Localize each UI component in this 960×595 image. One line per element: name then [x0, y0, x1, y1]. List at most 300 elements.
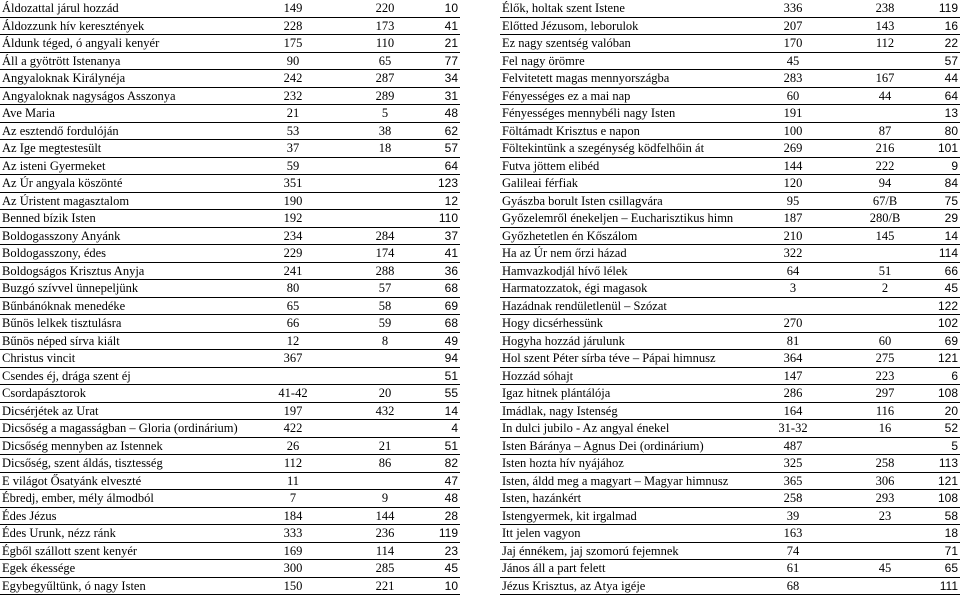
index-row	[500, 578, 960, 595]
index-row	[500, 560, 960, 578]
source-number-a: 163	[783, 526, 803, 540]
hymn-title: Isten, hazánkért	[502, 491, 582, 505]
source-number-b: 5	[381, 106, 389, 120]
index-row	[0, 53, 460, 71]
index-row	[500, 385, 960, 403]
source-number-b: 174	[375, 246, 395, 260]
page-number: 48	[444, 106, 458, 120]
index-row	[0, 490, 460, 508]
index-row	[0, 385, 460, 403]
hymn-title: János áll a part felett	[502, 561, 606, 575]
source-number-a: 59	[286, 158, 300, 173]
source-number-a: 207	[783, 18, 803, 33]
source-number-a: 283	[783, 71, 803, 85]
page-number: 57	[944, 53, 958, 68]
source-number-a: 365	[783, 473, 803, 488]
page-number: 4	[451, 421, 458, 435]
index-row	[0, 280, 460, 298]
source-number-b: 258	[875, 456, 895, 470]
index-row	[0, 333, 460, 351]
hymn-title: Egybegyűltünk, ó nagy Isten	[2, 578, 146, 593]
index-row	[0, 315, 460, 333]
source-number-a: 41-42	[278, 386, 308, 400]
index-row	[0, 508, 460, 526]
source-number-a: 241	[283, 263, 303, 278]
hymn-title: Hogy dicsérhessünk	[502, 316, 604, 330]
index-column-right	[500, 0, 960, 595]
source-number-b: 58	[378, 298, 392, 313]
source-number-b: 16	[878, 421, 892, 435]
index-row	[0, 18, 460, 36]
page-number: 14	[444, 403, 458, 418]
hymn-title: Egek ékessége	[2, 561, 76, 575]
page-number: 108	[937, 491, 958, 505]
page-number: 44	[944, 71, 958, 85]
source-number-b: 23	[878, 508, 892, 523]
page-number: 69	[444, 298, 458, 313]
index-row	[500, 350, 960, 368]
hymn-title: Harmatozzatok, égi magasok	[502, 281, 648, 295]
hymn-title: Fényességes ez a mai nap	[502, 88, 631, 103]
index-row	[500, 158, 960, 176]
source-number-a: 234	[283, 228, 303, 243]
hymn-title: Angyaloknak nagyságos Asszonya	[2, 88, 176, 103]
index-row	[500, 455, 960, 473]
index-row	[500, 228, 960, 246]
source-number-b: 59	[378, 316, 392, 330]
source-number-b: 60	[878, 333, 892, 348]
hymn-title: Ha az Úr nem őrzi házad	[502, 246, 627, 260]
source-number-a: 300	[283, 561, 303, 575]
page-number: 23	[444, 543, 458, 558]
hymn-title: Boldogságos Krisztus Anyja	[2, 263, 145, 278]
page-number: 6	[951, 368, 958, 383]
source-number-a: 191	[783, 106, 803, 120]
index-row	[500, 18, 960, 36]
hymn-title: Fel nagy örömre	[502, 53, 585, 68]
index-row	[0, 420, 460, 438]
page-number: 121	[937, 351, 958, 365]
source-number-a: 270	[783, 316, 803, 330]
index-row	[0, 35, 460, 53]
hymn-title: Győzelemről énekeljen – Eucharisztikus himn	[502, 211, 734, 225]
page-number: 51	[444, 368, 458, 383]
source-number-a: 12	[286, 333, 300, 348]
page-number: 69	[944, 333, 958, 348]
source-number-a: 31-32	[778, 421, 808, 435]
source-number-a: 364	[783, 351, 803, 365]
source-number-a: 190	[283, 193, 303, 208]
index-row	[0, 350, 460, 368]
index-row	[500, 333, 960, 351]
hymn-title: Dicsőség mennyben az Istennek	[2, 438, 163, 453]
source-number-a: 269	[783, 141, 803, 155]
hymn-title: E világot Ősatyánk elveszté	[2, 473, 142, 488]
page-number: 20	[944, 403, 958, 418]
index-row	[500, 298, 960, 316]
hymn-title: Isten Báránya – Agnus Dei (ordinárium)	[502, 438, 704, 453]
page-number: 84	[944, 176, 958, 190]
source-number-a: 210	[783, 228, 803, 243]
page-number: 49	[444, 333, 458, 348]
hymn-title: Bűnbánóknak menedéke	[2, 298, 126, 313]
source-number-a: 112	[283, 456, 303, 470]
hymn-title: Csordapásztorok	[2, 386, 87, 400]
page-number: 16	[944, 18, 958, 33]
source-number-b: 285	[375, 561, 395, 575]
page-number: 114	[938, 246, 958, 260]
source-number-a: 175	[283, 36, 303, 50]
source-number-b: 51	[878, 263, 892, 278]
page-number: 75	[944, 193, 958, 208]
index-row	[0, 455, 460, 473]
source-number-a: 351	[283, 176, 303, 190]
index-row	[0, 140, 460, 158]
index-row	[500, 88, 960, 106]
index-row	[0, 70, 460, 88]
source-number-a: 90	[286, 53, 300, 68]
source-number-a: 39	[786, 508, 800, 523]
index-row	[500, 193, 960, 211]
page-number: 10	[444, 1, 458, 15]
page-number: 111	[939, 578, 958, 593]
index-row	[0, 525, 460, 543]
index-row	[500, 403, 960, 421]
page-number: 14	[944, 228, 958, 243]
source-number-a: 37	[286, 141, 300, 155]
index-row	[500, 70, 960, 88]
page-number: 122	[937, 298, 958, 313]
index-row	[0, 263, 460, 281]
source-number-b: 280/B	[869, 211, 901, 225]
source-number-b: 2	[881, 281, 889, 295]
source-number-a: 325	[783, 456, 803, 470]
index-row	[0, 228, 460, 246]
index-row	[500, 438, 960, 456]
index-row	[500, 525, 960, 543]
source-number-a: 65	[286, 298, 300, 313]
source-number-b: 432	[375, 403, 395, 418]
source-number-b: 167	[875, 71, 895, 85]
source-number-b: 110	[375, 36, 395, 50]
hymn-title: Dicsőség a magasságban – Gloria (ordinárium)	[2, 421, 238, 435]
page-number: 41	[444, 18, 458, 33]
index-row	[500, 123, 960, 141]
page-number: 110	[438, 211, 458, 225]
hymn-title: Igaz hitnek plántálója	[502, 386, 611, 400]
page-number: 102	[937, 316, 958, 330]
hymn-title: Élők, holtak szent Istene	[502, 1, 625, 15]
index-row	[0, 473, 460, 491]
page-number: 18	[944, 526, 958, 540]
page-number: 68	[444, 316, 458, 330]
source-number-a: 197	[283, 403, 303, 418]
source-number-b: 222	[875, 158, 895, 173]
page-number: 58	[944, 508, 958, 523]
source-number-a: 229	[283, 246, 303, 260]
source-number-b: 44	[878, 88, 892, 103]
source-number-a: 170	[783, 36, 803, 50]
page-number: 121	[937, 473, 958, 488]
index-row	[0, 158, 460, 176]
index-row	[500, 35, 960, 53]
source-number-a: 286	[783, 386, 803, 400]
source-number-b: 221	[375, 578, 395, 593]
hymn-title: Boldogasszony Anyánk	[2, 228, 121, 243]
hymn-title: Jaj énnékem, jaj szomorú fejemnek	[502, 543, 679, 558]
index-row	[500, 105, 960, 123]
source-number-b: 289	[375, 88, 395, 103]
page-number: 12	[444, 193, 458, 208]
source-number-a: 487	[783, 438, 803, 453]
source-number-b: 87	[878, 123, 892, 138]
hymn-title: Áldozattal járul hozzád	[2, 1, 119, 15]
hymn-title: Csendes éj, drága szent éj	[2, 368, 131, 383]
source-number-b: 293	[875, 491, 895, 505]
hymn-title: Fényességes mennybéli nagy Isten	[502, 106, 676, 120]
source-number-b: 297	[875, 386, 895, 400]
source-number-a: 169	[283, 543, 303, 558]
page-number: 108	[937, 386, 958, 400]
page-number: 48	[444, 491, 458, 505]
hymn-title: Ez nagy szentség valóban	[502, 36, 631, 50]
hymn-title: Felvitetett magas mennyországba	[502, 71, 670, 85]
source-number-b: 38	[378, 123, 392, 138]
hymn-title: Hogyha hozzád járulunk	[502, 333, 625, 348]
hymn-title: Isten hozta hív nyájához	[502, 456, 624, 470]
source-number-a: 61	[786, 561, 800, 575]
hymn-title: Futva jöttem elibéd	[502, 158, 600, 173]
source-number-b: 20	[378, 386, 392, 400]
source-number-a: 64	[786, 263, 800, 278]
source-number-a: 68	[786, 578, 800, 593]
index-row	[500, 245, 960, 263]
index-row	[500, 53, 960, 71]
hymn-title: Ébredj, ember, mély álmodból	[2, 491, 154, 505]
source-number-b: 145	[875, 228, 895, 243]
page-number: 47	[444, 473, 458, 488]
source-number-b: 114	[375, 543, 395, 558]
source-number-a: 120	[783, 176, 803, 190]
source-number-a: 81	[786, 333, 800, 348]
hymn-title: Hozzád sóhajt	[502, 368, 574, 383]
index-row	[0, 0, 460, 18]
source-number-a: 150	[283, 578, 303, 593]
source-number-a: 164	[783, 403, 803, 418]
index-row	[0, 105, 460, 123]
page-number: 66	[944, 263, 958, 278]
hymn-title: Az Úristent magasztalom	[2, 193, 130, 208]
index-row	[0, 543, 460, 561]
hymn-title: Dicsőség, szent áldás, tisztesség	[2, 456, 163, 470]
source-number-a: 187	[783, 211, 803, 225]
index-row	[0, 193, 460, 211]
source-number-a: 66	[286, 316, 300, 330]
index-row	[500, 315, 960, 333]
source-number-a: 184	[283, 508, 303, 523]
page-number: 45	[944, 281, 958, 295]
page-number: 21	[444, 36, 458, 50]
source-number-b: 86	[378, 456, 392, 470]
hymn-title: Galileai férfiak	[502, 176, 578, 190]
page-number: 80	[944, 123, 958, 138]
page-number: 5	[951, 438, 958, 453]
index-row	[500, 0, 960, 18]
page-number: 28	[444, 508, 458, 523]
page-number: 22	[944, 36, 958, 50]
index-row	[0, 123, 460, 141]
hymn-title: Imádlak, nagy Istenség	[502, 403, 618, 418]
source-number-a: 322	[783, 246, 803, 260]
index-row	[500, 263, 960, 281]
hymn-title: Áll a gyötrött Istenanya	[2, 53, 121, 68]
index-row	[0, 368, 460, 386]
index-row	[0, 88, 460, 106]
hymn-title: Itt jelen vagyon	[502, 526, 581, 540]
hymn-title: Dicsérjétek az Urat	[2, 403, 99, 418]
index-row	[500, 140, 960, 158]
page-number: 29	[944, 211, 958, 225]
source-number-b: 173	[375, 18, 395, 33]
page-number: 41	[444, 246, 458, 260]
page-number: 36	[444, 263, 458, 278]
hymn-title: In dulci jubilo - Az angyal énekel	[502, 421, 670, 435]
source-number-a: 258	[783, 491, 803, 505]
page-number: 68	[444, 281, 458, 295]
index-row	[0, 210, 460, 228]
page-number: 123	[437, 176, 458, 190]
source-number-a: 242	[283, 71, 303, 85]
index-row	[0, 560, 460, 578]
source-number-b: 287	[375, 71, 395, 85]
source-number-b: 288	[375, 263, 395, 278]
page-number: 10	[444, 578, 458, 593]
index-row	[500, 210, 960, 228]
hymn-title: Isten, áldd meg a magyart – Magyar himnusz	[502, 473, 729, 488]
page-number: 45	[444, 561, 458, 575]
source-number-b: 45	[878, 561, 892, 575]
page-number: 64	[444, 158, 458, 173]
source-number-a: 80	[286, 281, 300, 295]
source-number-a: 144	[783, 158, 803, 173]
source-number-a: 26	[286, 438, 300, 453]
hymn-title: Édes Urunk, nézz ránk	[2, 526, 116, 540]
hymn-title: Hazádnak rendületlenül – Szózat	[502, 298, 667, 313]
page-number: 82	[444, 456, 458, 470]
source-number-a: 336	[783, 1, 803, 15]
source-number-b: 284	[375, 228, 395, 243]
source-number-a: 147	[783, 368, 803, 383]
page-number: 13	[944, 106, 958, 120]
source-number-b: 57	[378, 281, 392, 295]
page-number: 55	[444, 386, 458, 400]
hymn-title: Jézus Krisztus, az Atya igéje	[502, 578, 646, 593]
source-number-b: 216	[875, 141, 895, 155]
source-number-a: 7	[289, 491, 297, 505]
hymn-title: Az esztendő fordulóján	[2, 123, 119, 138]
index-row	[500, 280, 960, 298]
page-number: 94	[444, 351, 458, 365]
page-number: 119	[938, 1, 958, 15]
source-number-a: 228	[283, 18, 303, 33]
source-number-b: 21	[378, 438, 392, 453]
page-number: 71	[944, 543, 958, 558]
index-row	[500, 543, 960, 561]
page-number: 101	[937, 141, 958, 155]
hymn-title: Istengyermek, kit irgalmad	[502, 508, 637, 523]
source-number-b: 223	[875, 368, 895, 383]
hymn-title: Ave Maria	[2, 106, 55, 120]
index-row	[0, 298, 460, 316]
source-number-b: 306	[875, 473, 895, 488]
source-number-b: 116	[875, 403, 895, 418]
source-number-a: 60	[786, 88, 800, 103]
hymn-title: Győzhetetlen én Kőszálom	[502, 228, 638, 243]
source-number-b: 275	[875, 351, 895, 365]
source-number-b: 9	[381, 491, 389, 505]
hymn-title: Az Úr angyala köszönté	[2, 176, 123, 190]
index-column-left	[0, 0, 460, 595]
hymn-title: Hol szent Péter sírba téve – Pápai himnusz	[502, 351, 716, 365]
index-row	[500, 490, 960, 508]
index-row	[500, 420, 960, 438]
hymn-title: Égből szállott szent kenyér	[2, 543, 138, 558]
page-number: 65	[944, 561, 958, 575]
hymn-title: Hamvazkodjál hívő lélek	[502, 263, 628, 278]
hymn-title: Angyaloknak Királynéja	[2, 71, 126, 85]
hymn-title: Benned bízik Isten	[2, 211, 96, 225]
source-number-b: 18	[378, 141, 392, 155]
source-number-a: 192	[283, 211, 303, 225]
source-number-a: 21	[286, 106, 300, 120]
source-number-b: 238	[875, 1, 895, 15]
source-number-b: 94	[878, 176, 892, 190]
index-row	[500, 508, 960, 526]
hymn-title: Boldogasszony, édes	[2, 246, 107, 260]
hymn-title: Előtted Jézusom, leborulok	[502, 18, 639, 33]
index-row	[0, 438, 460, 456]
page-number: 119	[438, 526, 458, 540]
source-number-a: 149	[283, 1, 303, 15]
hymn-title: Áldunk téged, ó angyali kenyér	[2, 36, 160, 50]
page-number: 113	[938, 456, 958, 470]
index-row	[500, 473, 960, 491]
index-row	[500, 175, 960, 193]
source-number-a: 53	[286, 123, 300, 138]
index-row	[0, 403, 460, 421]
hymn-title: Bűnös néped sírva kiált	[2, 333, 120, 348]
source-number-b: 67/B	[872, 193, 898, 208]
source-number-b: 143	[875, 18, 895, 33]
page-number: 57	[444, 141, 458, 155]
hymn-title: Bűnös lelkek tisztulásra	[2, 316, 122, 330]
hymn-title: Édes Jézus	[2, 508, 57, 523]
source-number-a: 11	[286, 473, 300, 488]
source-number-a: 95	[786, 193, 800, 208]
source-number-a: 333	[283, 526, 303, 540]
page-number: 37	[444, 228, 458, 243]
hymn-title: Buzgó szívvel ünnepeljünk	[2, 281, 139, 295]
index-row	[0, 175, 460, 193]
page-number: 31	[444, 88, 458, 103]
page-number: 9	[951, 158, 958, 173]
hymn-title: Az isteni Gyermeket	[2, 158, 106, 173]
source-number-a: 367	[283, 351, 303, 365]
hymn-title: Föltámadt Krisztus e napon	[502, 123, 640, 138]
source-number-a: 100	[783, 123, 803, 138]
page-number: 62	[444, 123, 458, 138]
source-number-a: 45	[786, 53, 800, 68]
